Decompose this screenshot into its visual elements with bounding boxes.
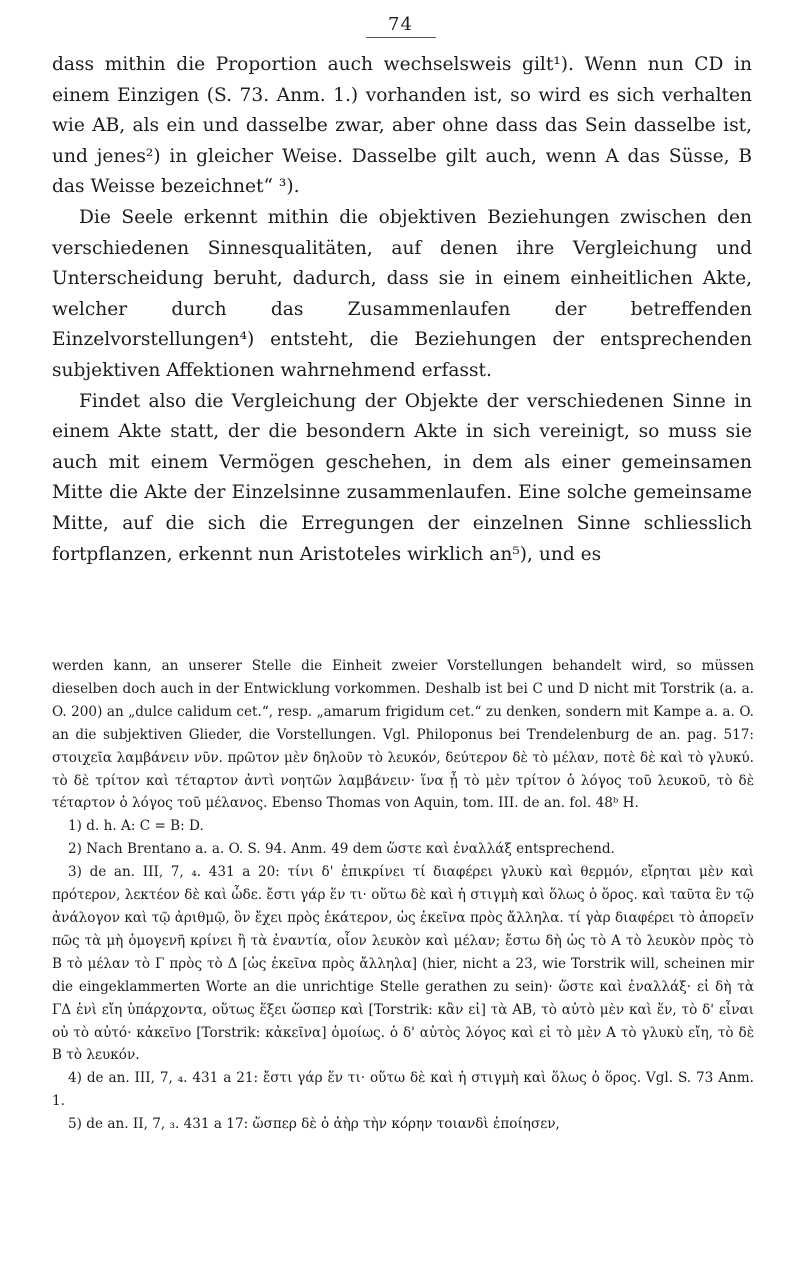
page-number-rule: [366, 37, 436, 38]
page-number: [0, 14, 801, 38]
body-paragraph: Die Seele erkennt mithin die objektiven Beziehungen zwischen den verschiedenen Sinnesqualitäten, auf denen ihre Vergleichung und Unterscheidung beruht, dadurch, dass sie in einem einheitlichen Akte, welcher durch das Zusammenlaufen der betreffenden Einzelvorstellungen⁴) entsteht, die Beziehungen der entsprechenden subjektiven Affektionen wahrnehmend erfasst.: [52, 206, 752, 381]
body-paragraph: Findet also die Vergleichung der Objekte der verschiedenen Sinne in einem Akte statt, der die besondern Akte in sich vereinigt, so muss sie auch mit einem Vermögen geschehen, in dem als einer gemeinsamen Mitte die Akte der Einzelsinne zusammenlaufen. Eine solche gemeinsame Mitte, auf die sich die Erregungen der einzelnen Sinne schliesslich fortpflanzen, erkennt nun Aristoteles wirklich an⁵), und es: [52, 390, 752, 565]
footnote-continuation: werden kann, an unserer Stelle die Einheit zweier Vorstellungen behandelt wird, so müssen dieselben doch auch in der Entwicklung vorkommen. Deshalb ist bei C und D nicht mit Torstrik (a. a. O. 200) an „dulce calidum cet.“, resp. „amarum frigidum cet.“ zu denken, sondern mit Kampe a. a. O. an die subjektiven Glieder, die Vorstellungen. Vgl. Philoponus bei Trendelenburg de an. pag. 517: στοιχεῖα λαμβάνειν νῦν. πρῶτον μὲν δηλοῦν τὸ λευκόν, δεύτερον δὲ τὸ μέλαν, ποτὲ δὲ καὶ τὸ γλυκύ. τὸ δὲ τρίτον καὶ τέταρτον ἀντὶ νοητῶν λαμβάνειν· ἵνα ᾖ τὸ μὲν τρίτον ὁ λόγος τοῦ λευκοῦ, τὸ δὲ τέταρτον ὁ λόγος τοῦ μέλανος. Ebenso Thomas von Aquin, tom. III. de an. fol. 48ᵇ H.: [52, 658, 754, 812]
footnotes: [52, 655, 754, 1136]
footnote: 4) de an. III, 7, ₄. 431 a 21: ἔστι γάρ ἕν τι· οὕτω δὲ καὶ ἡ στιγμὴ καὶ ὅλως ὁ ὅρος. Vgl. S. 73 Anm. 1.: [52, 1070, 754, 1110]
footnote: 2) Nach Brentano a. a. O. S. 94. Anm. 49 dem ὥστε καὶ ἐναλλάξ entsprechend.: [68, 841, 615, 858]
footnote: 1) d. h. A: C = B: D.: [68, 818, 204, 835]
page-number-text: 74: [388, 14, 413, 35]
footnote: 5) de an. II, 7, ₃. 431 a 17: ὥσπερ δὲ ὁ ἀὴρ τὴν κόρην τοιανδὶ ἐποίησεν,: [68, 1116, 560, 1133]
main-text: [52, 50, 752, 570]
footnote: 3) de an. III, 7, ₄. 431 a 20: τίνι δ' ἐπικρίνει τί διαφέρει γλυκὺ καὶ θερμόν, εἴρηται μὲν καὶ πρότερον, λεκτέον δὲ καὶ ὧδε. ἔστι γάρ ἕν τι· οὕτω δὲ καὶ ἡ στιγμὴ καὶ ὅλως ὁ ὅρος. καὶ ταῦτα ἓν τῷ ἀνάλογον καὶ τῷ ἀριθμῷ, ὂν ἔχει πρὸς ἑκάτερον, ὡς ἐκεῖνα πρὸς ἄλληλα. τί γὰρ διαφέρει τὸ ἀπορεῖν πῶς τὰ μὴ ὁμογενῆ κρίνει ἢ τὰ ἐναντία, οἷον λευκὸν καὶ μέλαν; ἔστω δὴ ὡς τὸ A τὸ λευκὸν πρὸς τὸ B τὸ μέλαν τὸ Γ πρὸς τὸ Δ [ὡς ἐκεῖνα πρὸς ἄλληλα] (hier, nicht a 23, wie Torstrik will, scheinen mir die eingeklammerten Worte an die unrichtige Stelle gerathen zu sein)· ὥστε καὶ ἐναλλάξ· εἰ δὴ τὰ ΓΔ ἑνὶ εἴη ὑπάρχοντα, οὕτως ἕξει ὥσπερ καὶ [Torstrik: κἂν εἰ] τὰ AB, τὸ αὐτὸ μὲν καὶ ἕν, τὸ δ' εἶναι οὐ τὸ αὐτό· κἀκεῖνο [Torstrik: κἀκεῖνα] ὁμοίως. ὁ δ' αὐτὸς λόγος καὶ εἰ τὸ μὲν A τὸ γλυκὺ εἴη, τὸ δὲ B τὸ λευκόν.: [52, 864, 754, 1064]
body-paragraph: dass mithin die Proportion auch wechselsweis gilt¹). Wenn nun CD in einem Einzigen (S. 73. Anm. 1.) vorhanden ist, so wird es sich verhalten wie AB, als ein und dasselbe zwar, aber ohne dass das Sein dasselbe ist, und jenes²) in gleicher Weise. Dasselbe gilt auch, wenn A das Süsse, B das Weisse bezeichnet“ ³).: [52, 54, 752, 198]
